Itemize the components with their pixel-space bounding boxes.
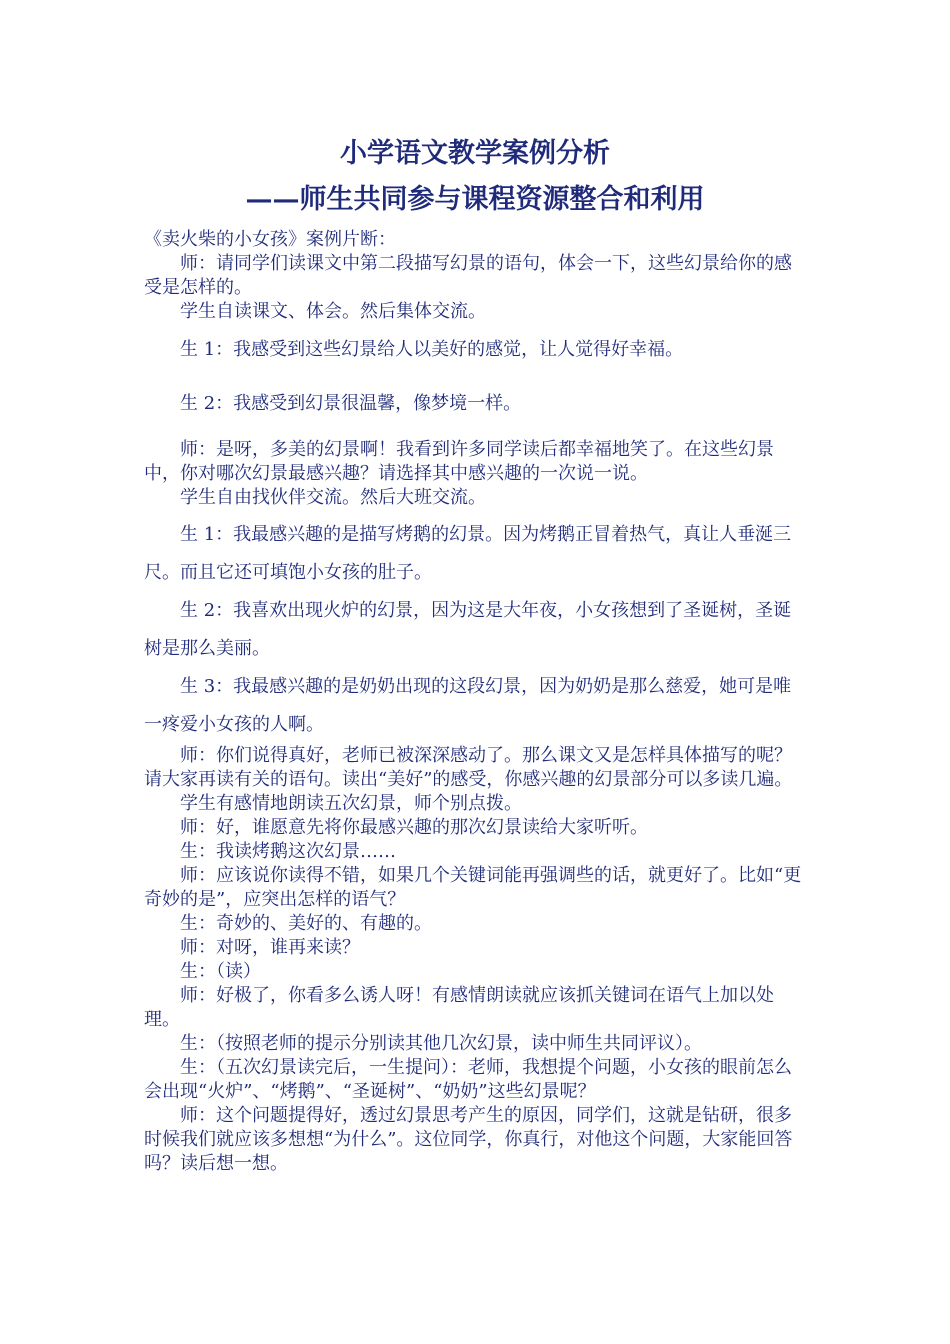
paragraph: 师：好，谁愿意先将你最感兴趣的那次幻景读给大家听听。 [180,817,648,838]
paragraph: 师：请同学们读课文中第二段描写幻景的语句，体会一下，这些幻景给你的感受是怎样的。 [144,253,792,298]
paragraph: 师：对呀，谁再来读？ [180,937,360,958]
document-title: 小学语文教学案例分析 [340,138,610,169]
paragraph: 生 3：我最感兴趣的是奶奶出现的这段幻景，因为奶奶是那么慈爱，她可是唯一疼爱小女孩的人啊。 [144,676,792,735]
paragraph: 学生有感情地朗读五次幻景，师个别点拨。 [180,793,522,814]
paragraph: 师：好极了，你看多么诱人呀！有感情朗读就应该抓关键词在语气上加以处理。 [144,985,774,1030]
document-body [144,228,804,1176]
paragraph: 学生自由找伙伴交流。然后大班交流。 [180,487,486,508]
paragraph: 师：是呀，多美的幻景啊！我看到许多同学读后都幸福地笑了。在这些幻景中，你对哪次幻景最感兴趣？请选择其中感兴趣的一次说一说。 [144,439,774,484]
paragraph: 师：应该说你读得不错，如果几个关键词能再强调些的话，就更好了。比如“更奇妙的是”，应突出怎样的语气？ [144,865,802,910]
paragraph: 《卖火柴的小女孩》案例片断： [144,229,396,250]
paragraph: 生 2：我感受到幻景很温馨，像梦境一样。 [180,393,522,414]
document-subtitle: ——师生共同参与课程资源整合和利用 [245,184,705,215]
paragraph: 师：你们说得真好，老师已被深深感动了。那么课文又是怎样具体描写的呢？请大家再读有关的语句。读出“美好”的感受，你感兴趣的幻景部分可以多读几遍。 [144,745,793,790]
paragraph: 生：（读） [180,961,261,982]
paragraph: 师：这个问题提得好，透过幻景思考产生的原因，同学们，这就是钻研，很多时候我们就应该多想想“为什么”。这位同学，你真行，对他这个问题，大家能回答吗？读后想一想。 [144,1105,793,1174]
paragraph: 生：我读烤鹅这次幻景…… [180,841,396,862]
paragraph: 生：奇妙的、美好的、有趣的。 [180,913,432,934]
paragraph: 生：（五次幻景读完后，一生提问）：老师，我想提个问题，小女孩的眼前怎么会出现“火炉”、“烤鹅”、“圣诞树”、“奶奶”这些幻景呢？ [144,1057,792,1102]
paragraph: 生 1：我感受到这些幻景给人以美好的感觉，让人觉得好幸福。 [180,339,684,360]
paragraph: 生 1：我最感兴趣的是描写烤鹅的幻景。因为烤鹅正冒着热气，真让人垂涎三尺。而且它还可填饱小女孩的肚子。 [144,524,792,583]
paragraph: 生：（按照老师的提示分别读其他几次幻景，读中师生共同评议）。 [180,1033,702,1054]
paragraph: 学生自读课文、体会。然后集体交流。 [180,301,486,322]
paragraph: 生 2：我喜欢出现火炉的幻景，因为这是大年夜，小女孩想到了圣诞树，圣诞树是那么美丽。 [144,600,792,659]
